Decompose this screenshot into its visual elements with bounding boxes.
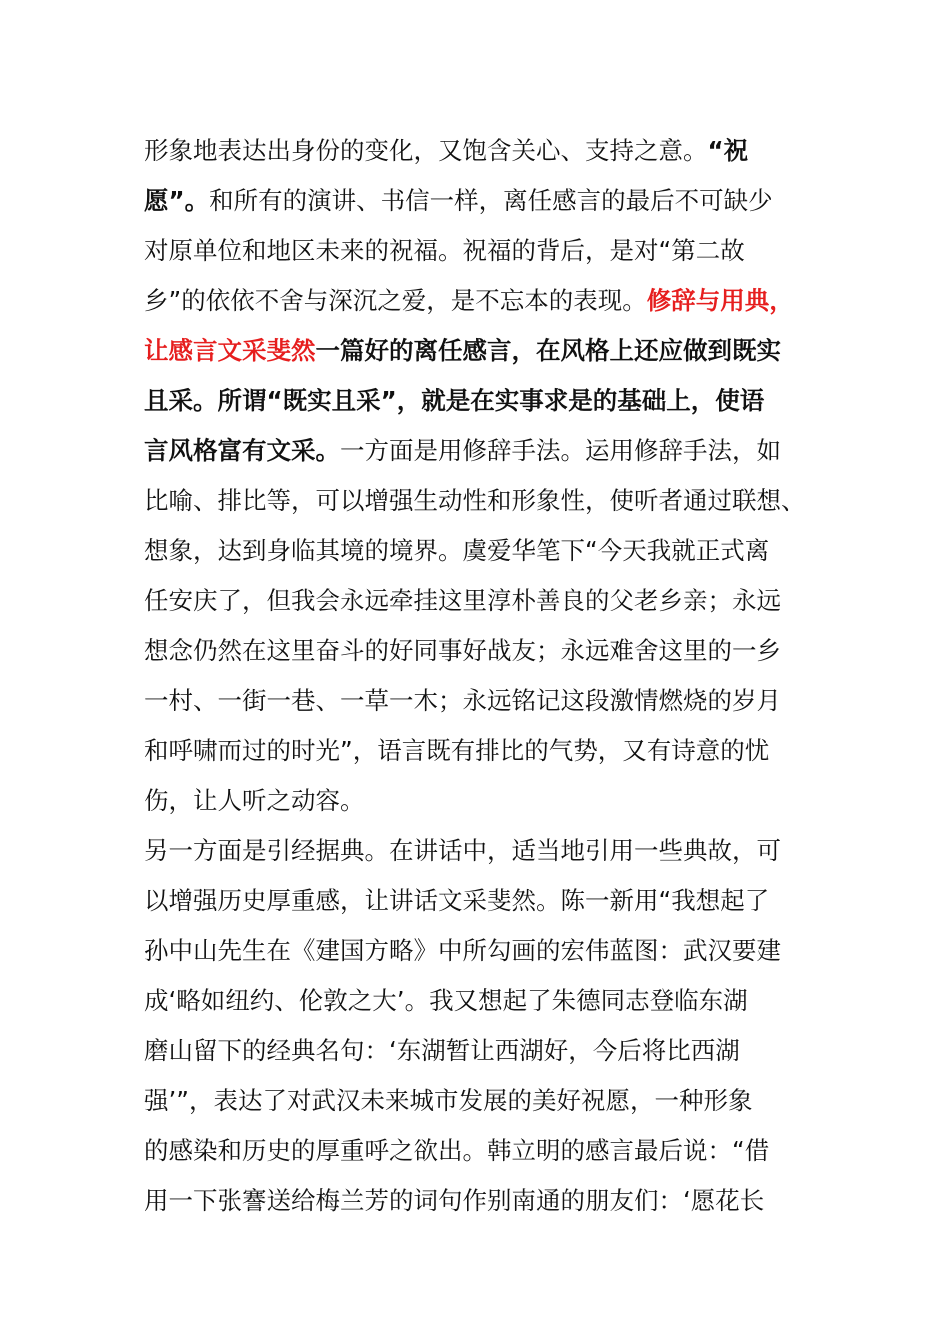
text-line xyxy=(144,476,806,526)
heading-span: 修辞与用典， xyxy=(646,286,794,315)
text-line xyxy=(144,126,800,176)
bold-span: 且采。所谓“既实且采”，就是在实事求是的基础上，使语 xyxy=(144,386,765,415)
text-span: 强’”，表达了对武汉未来城市发展的美好祝愿，一种形象 xyxy=(144,1086,753,1115)
text-span: 比喻、排比等，可以增强生动性和形象性，使听者通过联想、 xyxy=(144,486,806,515)
text-line xyxy=(144,676,800,726)
text-line xyxy=(144,226,800,276)
text-line xyxy=(144,826,800,876)
text-span: 一方面是用修辞手法。运用修辞手法，如 xyxy=(340,436,781,465)
text-line xyxy=(144,276,800,326)
text-span: 用一下张謇送给梅兰芳的词句作别南通的朋友们：‘愿花长 xyxy=(144,1186,765,1215)
text-line xyxy=(144,876,800,926)
heading-span: 让感言文采斐然 xyxy=(144,336,316,365)
text-line xyxy=(144,926,800,976)
bold-span: 愿”。 xyxy=(144,186,210,215)
text-span: 乡”的依依不舍与深沉之爱，是不忘本的表现。 xyxy=(144,286,647,315)
text-span: 伤，让人听之动容。 xyxy=(144,786,365,815)
text-line xyxy=(144,1076,800,1126)
text-line xyxy=(144,1026,800,1076)
text-span: 一村、一街一巷、一草一木；永远铭记这段激情燃烧的岁月 xyxy=(144,686,781,715)
text-span: 和所有的演讲、书信一样，离任感言的最后不可缺少 xyxy=(209,186,773,215)
text-span: 孙中山先生在《建国方略》中所勾画的宏伟蓝图：武汉要建 xyxy=(144,936,781,965)
text-line xyxy=(144,626,800,676)
text-line xyxy=(144,426,800,476)
bold-span: “祝 xyxy=(707,136,749,165)
text-span: 以增强历史厚重感，让讲话文采斐然。陈一新用“我想起了 xyxy=(144,886,770,915)
text-line xyxy=(144,326,800,376)
bold-span: 言风格富有文采。 xyxy=(144,436,340,465)
text-span: 任安庆了，但我会永远牵挂这里淳朴善良的父老乡亲；永远 xyxy=(144,586,781,615)
text-span: 成‘略如纽约、伦敦之大’。我又想起了朱德同志登临东湖 xyxy=(144,986,748,1015)
text-span: 形象地表达出身份的变化，又饱含关心、支持之意。 xyxy=(144,136,708,165)
text-span: 和呼啸而过的时光”，语言既有排比的气势，又有诗意的忧 xyxy=(144,736,770,765)
text-span: 对原单位和地区未来的祝福。祝福的背后，是对“第二故 xyxy=(144,236,745,265)
text-line xyxy=(144,1176,800,1226)
text-line xyxy=(144,1126,800,1176)
text-span: 的感染和历史的厚重呼之欲出。韩立明的感言最后说：“借 xyxy=(144,1136,770,1165)
text-line xyxy=(144,776,800,826)
text-line xyxy=(144,526,800,576)
text-line xyxy=(144,976,800,1026)
text-span: 磨山留下的经典名句：‘东湖暂让西湖好，今后将比西湖 xyxy=(144,1036,740,1065)
text-line xyxy=(144,176,800,226)
text-line xyxy=(144,576,800,626)
body-text xyxy=(144,126,806,1226)
text-span: 想象，达到身临其境的境界。虞爱华笔下“今天我就正式离 xyxy=(144,536,770,565)
text-line xyxy=(144,726,800,776)
text-line xyxy=(144,376,800,426)
text-span: 另一方面是引经据典。在讲话中，适当地引用一些典故，可 xyxy=(144,836,781,865)
bold-span: 一篇好的离任感言，在风格上还应做到既实 xyxy=(315,336,781,365)
text-span: 想念仍然在这里奋斗的好同事好战友；永远难舍这里的一乡 xyxy=(144,636,781,665)
